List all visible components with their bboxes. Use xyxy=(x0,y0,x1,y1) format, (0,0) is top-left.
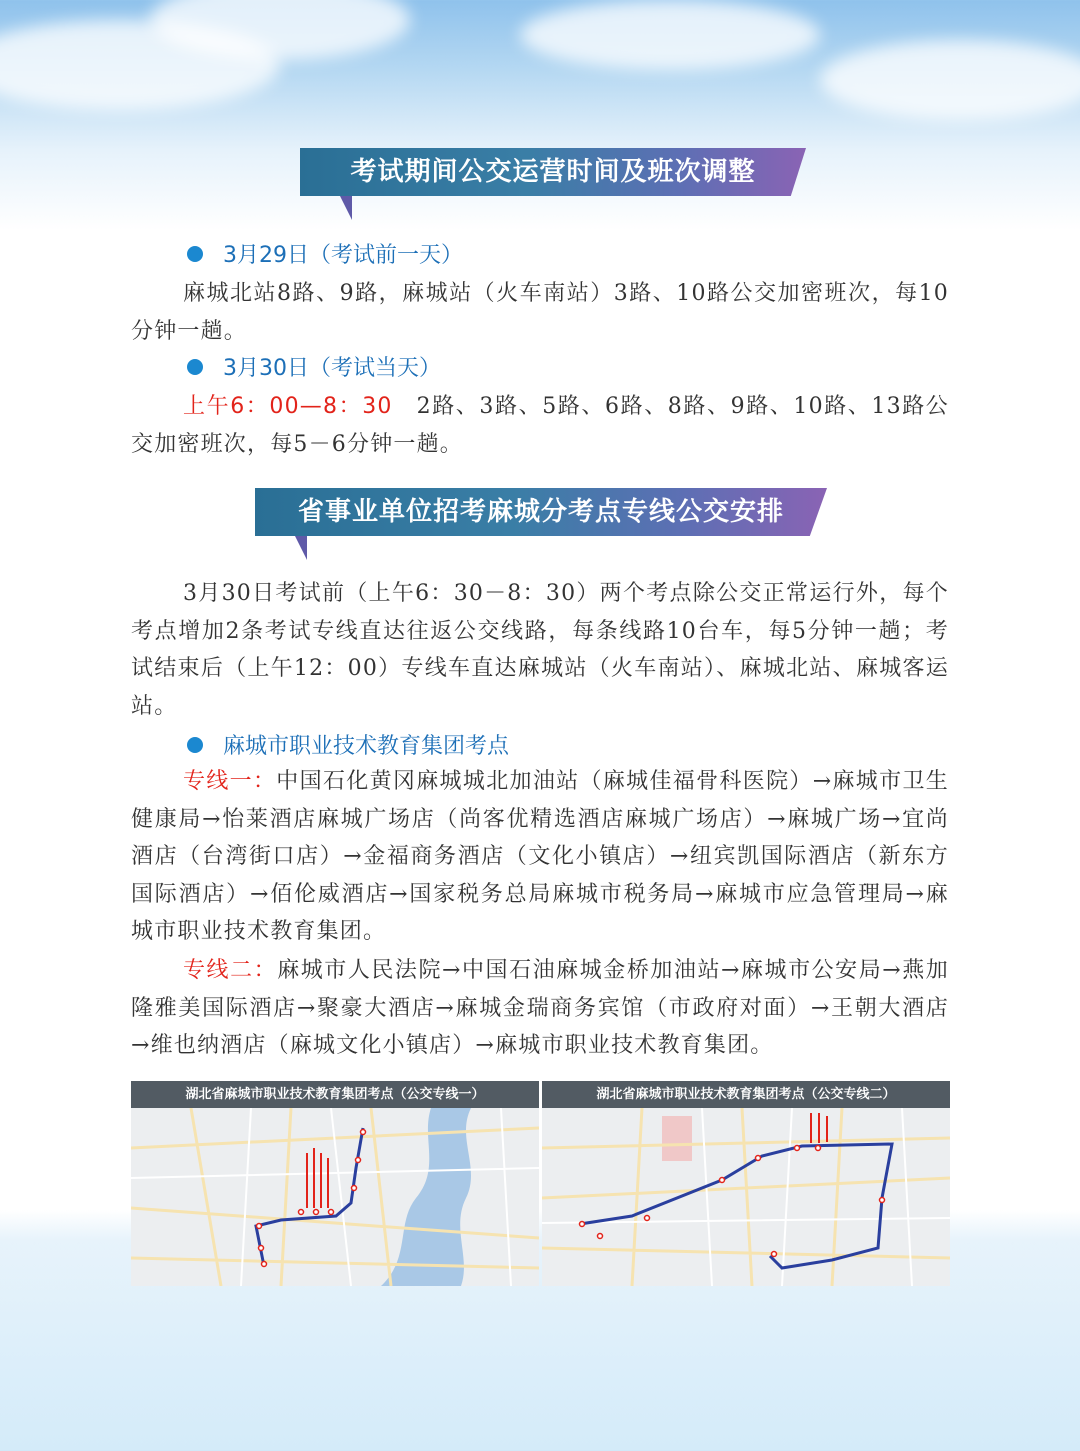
bullet-label: 麻城市职业技术教育集团考点 xyxy=(223,734,510,759)
bullet-dot-icon xyxy=(187,359,203,375)
route-1-label: 专线一： xyxy=(183,769,277,794)
route-map-line-1 xyxy=(131,1081,539,1286)
sky-cloud xyxy=(820,40,1080,120)
route-2-map-graphic xyxy=(542,1108,950,1286)
bullet-exam-site xyxy=(187,729,509,760)
section-title: 省事业单位招考麻城分考点专线公交安排 xyxy=(297,497,784,527)
section-title: 考试期间公交运营时间及班次调整 xyxy=(350,157,756,187)
map-title: 湖北省麻城市职业技术教育集团考点（公交专线二） xyxy=(542,1081,950,1108)
bullet-march-30 xyxy=(187,351,441,382)
paragraph-shuttle-intro: 3月30日考试前（上午6：30－8：30）两个考点除公交正常运行外，每个考点增加2条考试专线直达往返公交线路，每条线路10台车，每5分钟一趟；考试结束后（上午12：00）专线车直达麻城站（火车南站）、麻城北站、麻城客运站。 xyxy=(131,581,949,719)
map-title: 湖北省麻城市职业技术教育集团考点（公交专线一） xyxy=(131,1081,539,1108)
bullet-label: 3月29日（考试前一天） xyxy=(223,243,463,268)
bullet-march-29 xyxy=(187,238,463,269)
bullet-dot-icon xyxy=(187,246,203,262)
section-banner-shuttle xyxy=(255,488,827,536)
bullet-dot-icon xyxy=(187,737,203,753)
paragraph-route-2 xyxy=(131,952,949,1065)
section-banner-schedule xyxy=(300,148,806,196)
bullet-label: 3月30日（考试当天） xyxy=(223,356,441,381)
route-2-text: 麻城市人民法院→中国石油麻城金桥加油站→麻城市公安局→燕加隆雅美国际酒店→聚豪大酒店→麻城金瑞商务宾馆（市政府对面）→王朝大酒店→维也纳酒店（麻城文化小镇店）→麻城市职业技术教育集团。 xyxy=(131,958,949,1059)
paragraph-march-29: 麻城北站8路、9路，麻城站（火车南站）3路、10路公交加密班次，每10分钟一趟。 xyxy=(131,281,949,344)
route-2-label: 专线二： xyxy=(183,958,278,983)
route-map-line-2 xyxy=(542,1081,950,1286)
paragraph-route-1 xyxy=(131,763,949,951)
sky-cloud xyxy=(520,0,820,70)
route-1-map-graphic xyxy=(131,1108,539,1286)
route-1-text: 中国石化黄冈麻城城北加油站（麻城佳福骨科医院）→麻城市卫生健康局→怡莱酒店麻城广场店（尚客优精选酒店麻城广场店）→麻城广场→宜尚酒店（台湾街口店）→金福商务酒店（文化小镇店）→纽宾凯国际酒店（新东方国际酒店）→佰伦威酒店→国家税务总局麻城市税务局→麻城市应急管理局→麻城市职业技术教育集团。 xyxy=(131,769,949,945)
time-highlight: 上午6：00—8：30 xyxy=(183,394,393,419)
paragraph-march-30: 上午6：00—8：30 2路、3路、5路、6路、8路、9路、10路、13路公交加密班次，每5－6分钟一趟。 xyxy=(131,394,949,457)
